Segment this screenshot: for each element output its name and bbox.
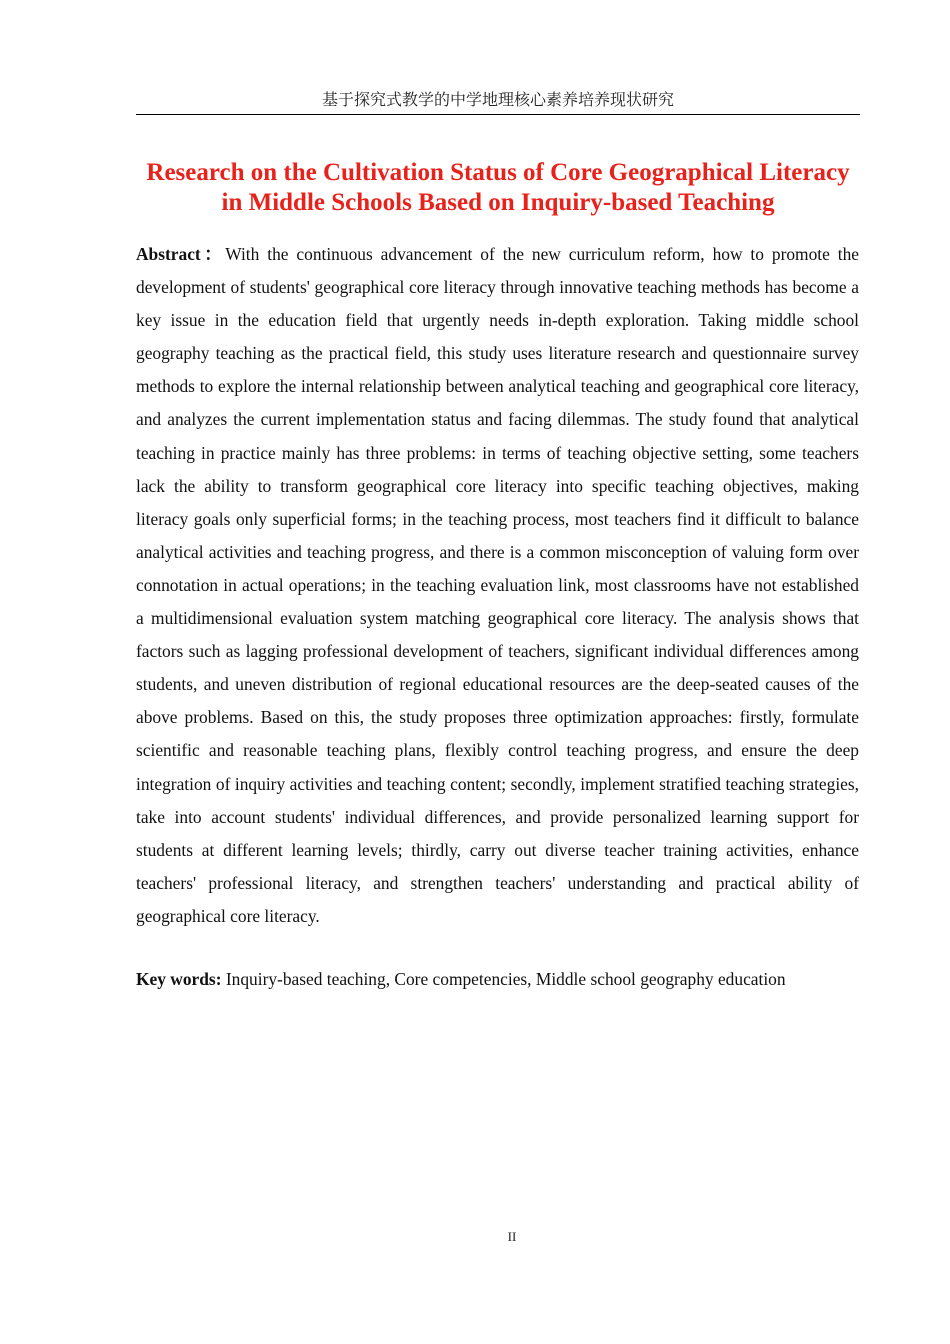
page-number: II (507, 1229, 517, 1244)
keywords-text: Inquiry-based teaching, Core competencies, Middle school geography education (225, 969, 786, 989)
paper-title-line-2: in Middle Schools Based on Inquiry-based Teaching (221, 189, 775, 216)
paper-title-line-1: Research on the Cultivation Status of Core Geographical Literacy (146, 159, 850, 186)
abstract-label: Abstract： (136, 244, 226, 264)
keywords-label: Key words: (136, 969, 222, 989)
abstract-paragraph (136, 238, 859, 933)
abstract-text: With the continuous advancement of the new curriculum reform, how to promote the development of students' geographical core literacy through innovative teaching methods has become a key issue in the education field that urgently needs in-depth exploration. Taking middle school geography teaching as the practical field, this study uses literature research and questionnaire survey methods to explore the internal relationship between analytical teaching and geographical core literacy, and analyzes the current implementation status and facing dilemmas. The study found that analytical teaching in practice mainly has three problems: in terms of teaching objective setting, some teachers lack the ability to transform geographical core literacy into specific teaching objectives, making literacy goals only superficial forms; in the teaching process, most teachers find it difficult to balance analytical activities and teaching progress, and there is a common misconception of valuing form over connotation in actual operations; in the teaching evaluation link, most classrooms have not established a multidimensional evaluation system matching geographical core literacy. The analysis shows that factors such as lagging professional development of teachers, significant individual differences among students, and uneven distribution of regional educational resources are the deep-seated causes of the above problems. Based on this, the study proposes three optimization approaches: firstly, formulate scientific and reasonable teaching plans, flexibly control teaching progress, and ensure the deep integration of inquiry activities and teaching content; secondly, implement stratified teaching strategies, take into account students' individual differences, and provide personalized learning support for students at different learning levels; thirdly, carry out diverse teacher training activities, enhance teachers' professional literacy, and strengthen teachers' understanding and practical ability of geographical core literacy. (136, 244, 859, 926)
keywords-line (136, 965, 866, 993)
running-header-title: 基于探究式教学的中学地理核心素养培养现状研究 (321, 92, 674, 109)
paper-title (120, 158, 876, 218)
running-header (136, 88, 860, 115)
